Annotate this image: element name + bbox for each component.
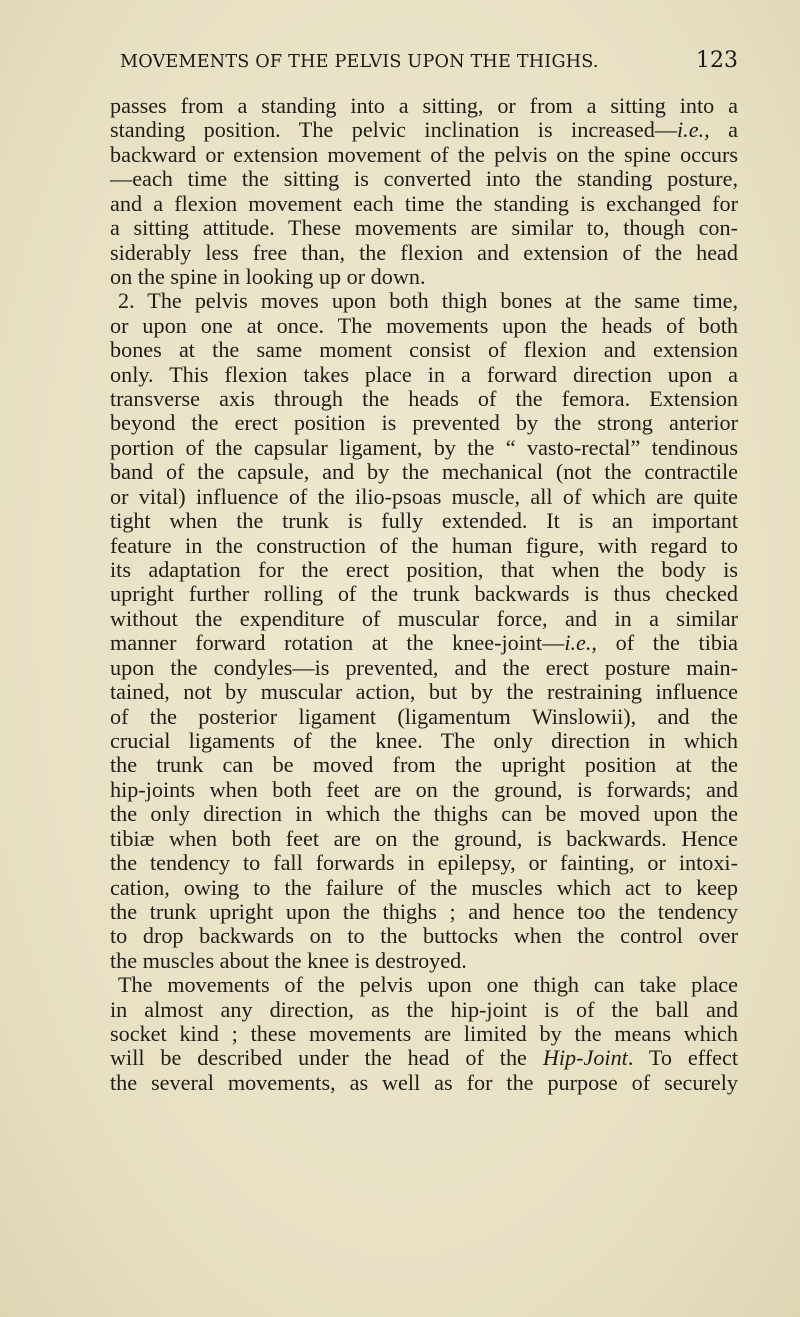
text-line: siderably less free than, the flexion and extension of the head (110, 240, 738, 265)
text-line: or upon one at once. The movements upon the heads of both (110, 313, 738, 338)
text-line: tibiæ when both feet are on the ground, is backwards. Hence (110, 826, 738, 851)
text-line: upon the condyles—is prevented, and the erect posture main- (110, 655, 738, 680)
text-line: a sitting attitude. These movements are similar to, though con- (110, 216, 738, 241)
text-line: without the expenditure of muscular force, and in a similar (110, 606, 738, 631)
text-line: cation, owing to the failure of the muscles which act to keep (110, 875, 738, 900)
running-title: MOVEMENTS OF THE PELVIS UPON THE THIGHS. (120, 52, 599, 72)
text-line: its adaptation for the erect position, that when the body is (110, 558, 738, 583)
text-line: standing position. The pelvic inclination is increased—i.e., a (110, 118, 738, 143)
text-line: hip-joints when both feet are on the ground, is forwards; and (110, 777, 738, 802)
text-line: beyond the erect position is prevented by the strong anterior (110, 411, 738, 436)
text-line: on the spine in looking up or down. (110, 264, 426, 289)
text-line: portion of the capsular ligament, by the “ vasto-rectal” tendinous (110, 435, 738, 460)
text-line: to drop backwards on to the buttocks when the control over (110, 924, 738, 949)
text-line: feature in the construction of the human figure, with regard to (110, 533, 738, 558)
text-line: transverse axis through the heads of the femora. Extension (110, 387, 738, 412)
text-line: passes from a standing into a sitting, or from a sitting into a (110, 94, 738, 118)
text-line: the trunk upright upon the thighs ; and hence too the tendency (110, 899, 738, 924)
text-line: tained, not by muscular action, but by the restraining influence (110, 680, 738, 705)
text-line: the muscles about the knee is destroyed. (110, 948, 467, 973)
text-line: socket kind ; these movements are limited by the means which (110, 1022, 738, 1047)
text-line: 2. The pelvis moves upon both thigh bones at the same time, (118, 289, 738, 314)
text-line: or vital) influence of the ilio-psoas muscle, all of which are quite (110, 484, 738, 509)
text-line: backward or extension movement of the pelvis on the spine occurs (110, 142, 738, 167)
text-line: The movements of the pelvis upon one thigh can take place (118, 973, 738, 998)
text-line: crucial ligaments of the knee. The only direction in which (110, 728, 738, 753)
text-line: band of the capsule, and by the mechanical (not the contractile (110, 460, 738, 485)
text-line: and a flexion movement each time the standing is exchanged for (110, 191, 738, 216)
running-head (120, 48, 738, 80)
text-line: bones at the same moment consist of flexion and extension (110, 338, 738, 363)
text-line: —each time the sitting is converted into the standing posture, (110, 167, 738, 192)
text-line: tight when the trunk is fully extended. It is an important (110, 509, 738, 534)
text-line: of the posterior ligament (ligamentum Winslowii), and the (110, 704, 738, 729)
text-line: manner forward rotation at the knee-joint—i.e., of the tibia (110, 631, 738, 656)
text-line: in almost any direction, as the hip-joint is of the ball and (110, 997, 738, 1022)
text-line: will be described under the head of the Hip-Joint. To effect (110, 1046, 738, 1071)
body-text (110, 94, 738, 1095)
text-line: the tendency to fall forwards in epilepsy, or fainting, or intoxi- (110, 851, 738, 876)
text-line: the only direction in which the thighs can be moved upon the (110, 802, 738, 827)
text-line: the several movements, as well as for the purpose of securely (110, 1070, 738, 1095)
text-line: only. This flexion takes place in a forward direction upon a (110, 362, 738, 387)
text-line: the trunk can be moved from the upright position at the (110, 753, 738, 778)
text-line: upright further rolling of the trunk backwards is thus checked (110, 582, 738, 607)
page-number: 123 (696, 48, 738, 73)
